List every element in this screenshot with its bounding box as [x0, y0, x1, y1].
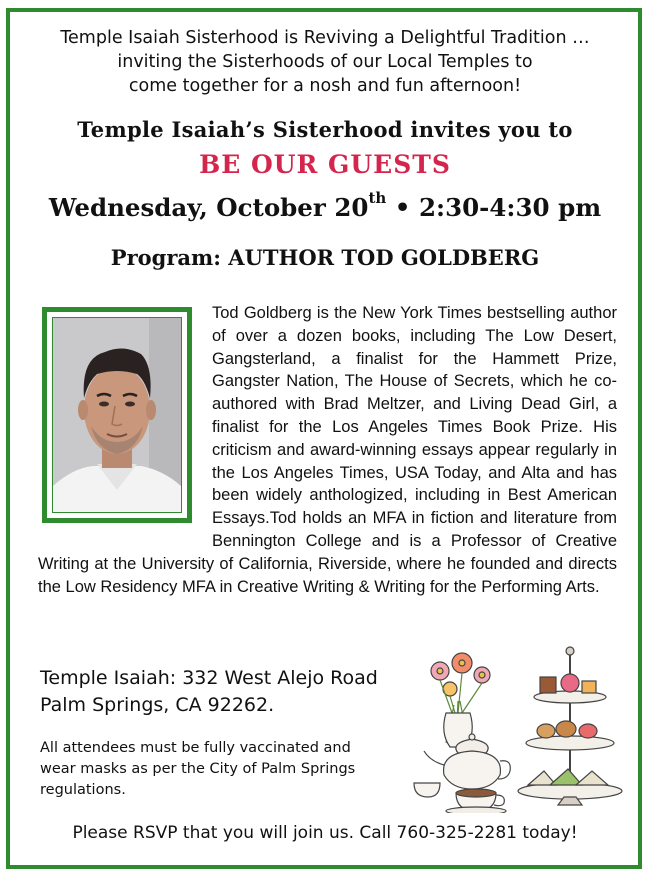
vaccine-line-2: wear masks as per the City of Palm Springs	[40, 761, 356, 777]
rsvp-line: Please RSVP that you will join us. Call 760-325-2281 today!	[72, 823, 578, 843]
invite-heading: Temple Isaiah’s Sisterhood invites you to	[77, 117, 573, 142]
intro-line-2: inviting the Sisterhoods of our Local Temples to	[117, 52, 533, 72]
guests-heading: BE OUR GUESTS	[199, 150, 451, 179]
intro-text	[10, 26, 640, 98]
address-line-2: Palm Springs, CA 92262.	[40, 694, 275, 716]
date-main: Wednesday, October 20	[48, 193, 369, 223]
tea-set-illustration	[410, 643, 625, 813]
intro-line-3: come together for a nosh and fun afternoon!	[128, 76, 522, 96]
author-bio	[38, 302, 617, 598]
address-line-1: Temple Isaiah: 332 West Alejo Road	[40, 667, 378, 689]
date-suffix: th	[368, 189, 387, 207]
vaccine-line-1: All attendees must be fully vaccinated and	[40, 740, 351, 756]
author-bio-text: Tod Goldberg is the New York Times bestselling author of over a dozen books, including The Low Desert, Gangsterland, a finalist for the Hammett Prize, Gangster Nation, The House of Secrets, which he co-authored with Brad Meltzer, and Living Dead Girl, a finalist for the Los Angeles Times Book Prize. His criticism and award-winning essays appear regularly in the Los Angeles Times, USA Today, and Alta and has been widely anthologized, including in Best American Essays.Tod holds an MFA in fiction and literature from Bennington College and is a Professor of Creative Writing at the University of California, Riverside, where he founded and directs the Low Residency MFA in Creative Writing & Writing for the Performing Arts.	[38, 304, 617, 596]
vaccine-line-3: regulations.	[40, 782, 126, 798]
program-heading: Program: AUTHOR TOD GOLDBERG	[110, 245, 540, 270]
intro-line-1: Temple Isaiah Sisterhood is Reviving a Delightful Tradition …	[60, 28, 590, 48]
date-time: • 2:30-4:30 pm	[386, 193, 602, 223]
vaccination-notice	[40, 738, 400, 801]
photo-spacer	[38, 302, 212, 542]
event-date	[10, 189, 640, 223]
venue-address	[40, 665, 420, 719]
